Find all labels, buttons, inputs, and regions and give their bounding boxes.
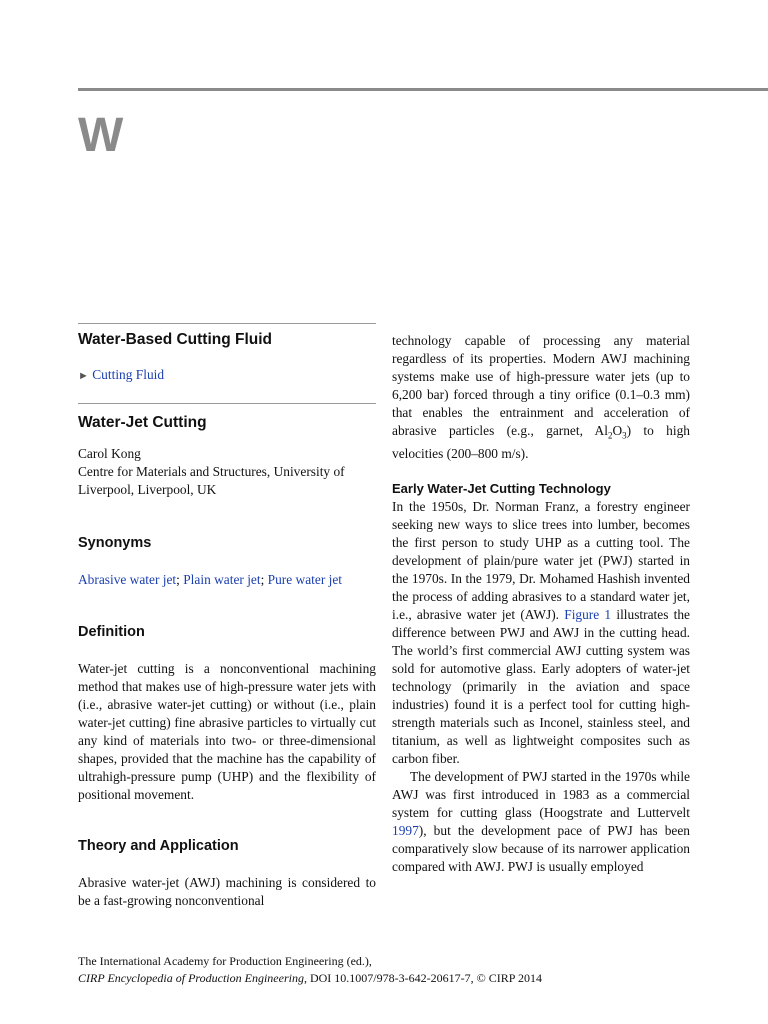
- early-technology-text: In the 1950s, Dr. Norman Franz, a forestry engineer seeking new ways to slice trees into lumber, becomes the first person to study UHP as a cutting tool. The development of plain/pure water jet (PWJ) started in the 1970s. In the 1979, Dr. Mohamed Hashish invented the process of adding abrasives to a standard water jet, i.e., abrasive water jet (AWJ). Figure 1 illustrates the difference between PWJ and AWJ in the cutting head. The world’s first commercial AWJ cutting system was sold for automotive glass. Early adopters of water-jet technology (primarily in the aviation and space industries) found it is a perfect tool for cutting high-strength materials such as Inconel, stainless steel, and titanium, as well as lightweight composites such as carbon fiber.: [392, 498, 690, 766]
- synonym-link[interactable]: Pure water jet: [267, 572, 343, 587]
- definition-heading: Definition: [78, 624, 145, 640]
- citation-1997-link[interactable]: 1997: [392, 822, 419, 838]
- author-name: Carol Kong: [78, 446, 141, 461]
- footer-citation: CIRP Encyclopedia of Production Engineering, DOI 10.1007/978-3-642-20617-7, © CIRP 2014: [78, 971, 542, 985]
- author-affiliation: Centre for Materials and Structures, University of Liverpool, Liverpool, UK: [78, 464, 345, 497]
- arrow-right-icon: ►: [78, 370, 89, 382]
- entry-divider: [78, 323, 376, 324]
- top-rule: [78, 88, 768, 91]
- synonym-link[interactable]: Abrasive water jet: [78, 572, 177, 587]
- synonyms-list: Abrasive water jet; Plain water jet; Pure water jet: [78, 572, 343, 587]
- synonym-link[interactable]: Plain water jet: [183, 572, 261, 587]
- page-footer: [78, 953, 698, 987]
- definition-text: Water-jet cutting is a nonconventional machining method that makes use of high-pressure water jets with (i.e., abrasive water-jet cutting) or without (i.e., plain water-jet cutting) fine abrasive particles to virtually cut any kind of materials into two- or three-dimensional shapes, provided that the machine has the capability of ultrahigh-pressure pump (UHP) and the flexibility of positional movement.: [78, 661, 376, 802]
- see-also: [78, 366, 376, 385]
- theory-heading: Theory and Application: [78, 838, 239, 854]
- development-text: The development of PWJ started in the 1970s while AWJ was first introduced in 1983 as a commercial system for cutting glass (Hoogstrate and Luttervelt 1997), but the development pace of PWJ has been comparatively slow because of its narrower application compared with AWJ. PWJ is usually employed: [392, 768, 690, 874]
- cutting-fluid-link[interactable]: Cutting Fluid: [92, 367, 165, 382]
- theory-text-right: technology capable of processing any material regardless of its properties. Modern AWJ machining systems make use of high-pressure water jets (up to 6,200 bar) forced through a tiny orifice (0.1–0.3 mm) that enables the entrainment and acceleration of abrasive particles (e.g., garnet, $Al_2O_3$) to high velocities (200–800 m/s).: [392, 333, 690, 461]
- left-column: [78, 323, 376, 910]
- section-letter: W: [78, 109, 124, 162]
- entry-title-water-jet-cutting: Water-Jet Cutting: [78, 414, 207, 431]
- right-column: [392, 332, 690, 876]
- theory-text-left: Abrasive water-jet (AWJ) machining is considered to be a fast-growing nonconventional: [78, 875, 376, 908]
- synonyms-heading: Synonyms: [78, 535, 152, 551]
- figure-1-link[interactable]: Figure 1: [564, 606, 612, 622]
- entry-title-water-based-cutting-fluid: Water-Based Cutting Fluid: [78, 331, 273, 348]
- early-technology-heading: Early Water-Jet Cutting Technology: [392, 480, 611, 496]
- footer-publisher: The International Academy for Production Engineering (ed.),: [78, 954, 372, 968]
- entry-divider: [78, 403, 376, 404]
